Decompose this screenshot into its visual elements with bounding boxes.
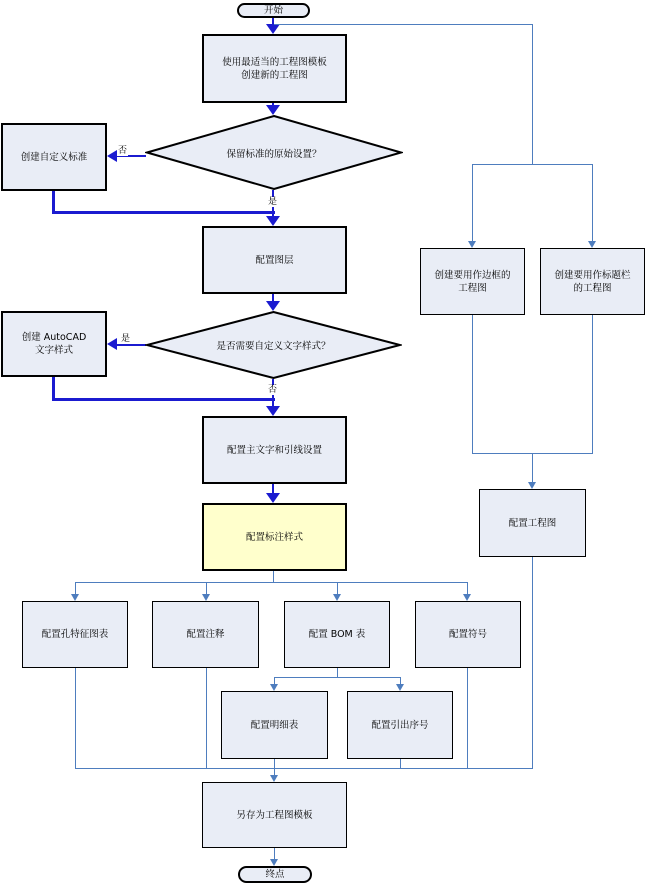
node-decision-custom-text-style [145, 311, 402, 379]
arrowhead-down-icon [71, 594, 79, 601]
arrowhead-down-icon [333, 594, 341, 601]
node-label: 工程图 [458, 282, 487, 294]
arrowhead-down-icon [270, 859, 278, 866]
node-label: 的工程图 [573, 282, 612, 294]
arrowhead-down-icon [266, 105, 280, 115]
connector-line [592, 315, 593, 454]
node-label: 另存为工程图模板 [236, 809, 313, 821]
node-create-autocad-text-style [1, 311, 107, 377]
connector-line [592, 164, 593, 241]
arrowhead-down-icon [270, 775, 278, 782]
node-label: 配置注释 [186, 629, 225, 640]
connector-line [52, 211, 275, 214]
connector-line [52, 398, 275, 401]
node-create-custom-standard [1, 123, 107, 191]
node-label: 文字样式 [34, 345, 73, 356]
node-configure-dimension-style [202, 503, 347, 571]
connector-line [532, 453, 533, 482]
arrowhead-down-icon [588, 241, 596, 248]
node-label: 是否需要自定义文字样式？ [216, 341, 331, 352]
node-configure-main-text-leader [202, 416, 347, 484]
connector-line [75, 668, 76, 769]
node-save-as-template [202, 782, 347, 848]
node-create-new-drawing [202, 34, 347, 103]
node-configure-notes [152, 601, 259, 668]
connector-line [52, 191, 55, 213]
node-end [238, 866, 312, 883]
node-decision-keep-standard [145, 115, 403, 190]
connector-line [472, 164, 593, 165]
node-start-label: 开始 [263, 5, 283, 16]
arrowhead-left-icon [107, 338, 117, 350]
edge-label-yes: 是 [121, 334, 131, 344]
connector-line [75, 582, 468, 583]
connector-line [274, 768, 275, 775]
node-label: 创建 AutoCAD [21, 332, 87, 343]
node-label: 配置图层 [255, 254, 294, 266]
node-label: 保留标准的原始设置？ [226, 148, 322, 160]
node-label: 创建要用作标题栏 [554, 269, 631, 281]
node-label: 使用最适当的工程图模板 [222, 56, 327, 68]
node-label: 配置主文字和引线设置 [226, 444, 322, 456]
node-label: 配置 BOM 表 [308, 629, 366, 640]
node-label: 配置明细表 [250, 719, 299, 731]
node-label: 创建新的工程图 [241, 69, 308, 81]
node-configure-bom-table [284, 601, 390, 668]
arrowhead-down-icon [266, 406, 280, 416]
connector-line [532, 557, 533, 769]
connector-line [274, 677, 401, 678]
node-configure-symbols [415, 601, 521, 668]
node-label: 配置孔特征图表 [41, 629, 109, 640]
node-label: 配置引出序号 [371, 719, 429, 731]
arrowhead-down-icon [270, 684, 278, 691]
connector-line [75, 768, 533, 769]
connector-line [532, 24, 533, 164]
edge-label-no: 否 [268, 385, 278, 395]
arrowhead-down-icon [528, 482, 536, 489]
node-label: 配置工程图 [508, 517, 557, 529]
node-configure-balloons [347, 691, 453, 759]
node-end-label: 终点 [265, 869, 285, 880]
node-configure-drawing [479, 489, 586, 557]
arrowhead-down-icon [266, 216, 280, 226]
node-configure-hole-table [22, 601, 128, 668]
connector-line [117, 344, 146, 346]
arrowhead-down-icon [463, 594, 471, 601]
node-label: 配置符号 [448, 629, 487, 640]
edge-label-yes: 是 [268, 197, 278, 207]
arrowhead-down-icon [396, 684, 404, 691]
node-label: 配置标注样式 [245, 531, 303, 543]
node-create-border-drawing [420, 248, 525, 315]
arrowhead-down-icon [202, 594, 210, 601]
node-create-titleblock-drawing [540, 248, 645, 315]
node-start [237, 3, 310, 18]
arrowhead-down-icon [468, 241, 476, 248]
node-configure-parts-list [221, 691, 328, 759]
arrowhead-down-icon [266, 301, 280, 311]
connector-line [472, 164, 473, 241]
connector-line [206, 668, 207, 769]
connector-line [274, 848, 275, 859]
edge-label-no: 否 [118, 146, 128, 156]
connector-line [274, 24, 533, 25]
node-configure-layers [202, 226, 347, 294]
arrowhead-down-icon [266, 493, 280, 503]
node-label: 创建要用作边框的 [434, 269, 511, 281]
connector-line [472, 315, 473, 454]
arrowhead-left-icon [107, 150, 117, 162]
node-label: 创建自定义标准 [20, 151, 88, 163]
arrowhead-down-icon [266, 24, 280, 34]
connector-line [52, 377, 55, 400]
connector-line [467, 668, 468, 769]
